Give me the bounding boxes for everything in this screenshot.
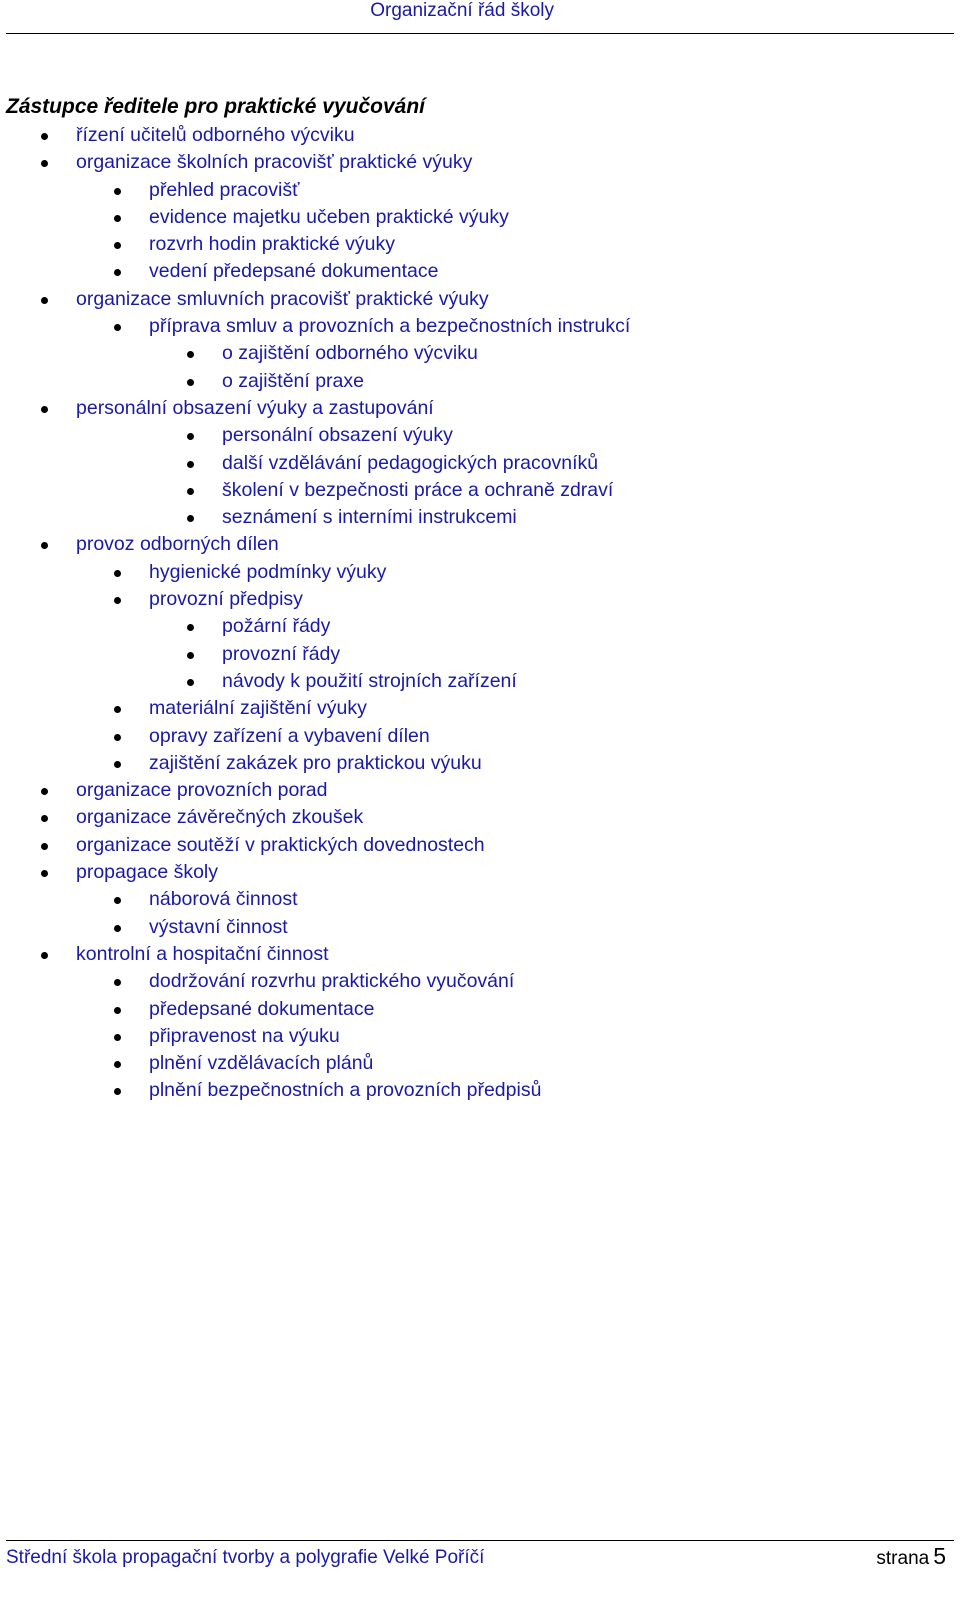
list-item-text: organizace školních pracovišť praktické výuky (76, 151, 473, 174)
header-title: Organizační řád školy (370, 0, 554, 21)
list-item-text: dodržování rozvrhu praktického vyučování (149, 970, 515, 993)
list-item (6, 695, 946, 722)
list-item-text: požární řády (222, 615, 331, 638)
list-item-text: organizace závěrečných zkoušek (76, 806, 364, 829)
bullet-icon (114, 1034, 121, 1041)
list-item-text: zajištění zakázek pro praktickou výuku (149, 751, 482, 774)
list-item-text: návody k použití strojních zařízení (222, 669, 517, 692)
list-item (6, 559, 946, 586)
list-item-text: personální obsazení výuky a zastupování (76, 396, 434, 419)
footer-divider (6, 1540, 954, 1541)
list-item (6, 122, 946, 149)
list-item (6, 886, 946, 913)
list-item-text: vedení předepsané dokumentace (149, 260, 439, 283)
list-item (6, 177, 946, 204)
bullet-icon (41, 542, 48, 549)
bullet-icon (114, 269, 121, 276)
bullet-icon (187, 679, 194, 686)
list-item (6, 996, 946, 1023)
bullet-icon (187, 652, 194, 659)
bullet-icon (41, 952, 48, 959)
list-item-text: přehled pracovišť (149, 178, 300, 201)
list-item (6, 968, 946, 995)
bullet-icon (41, 297, 48, 304)
list-item (6, 641, 946, 668)
bullet-icon (41, 843, 48, 850)
bullet-icon (114, 570, 121, 577)
list-item (6, 1077, 946, 1104)
bullet-icon (41, 815, 48, 822)
list-item (6, 286, 946, 313)
list-item (6, 723, 946, 750)
list-item (6, 832, 946, 859)
bullet-icon (187, 461, 194, 468)
list-item-text: plnění bezpečnostních a provozních předpisů (149, 1079, 542, 1102)
bullet-icon (41, 133, 48, 140)
list-item-text: personální obsazení výuky (222, 424, 453, 447)
bullet-icon (114, 925, 121, 932)
list-item (6, 941, 946, 968)
section-title: Zástupce ředitele pro praktické vyučování (6, 95, 425, 118)
document-body (6, 92, 946, 1105)
list-item (6, 777, 946, 804)
list-item (6, 1050, 946, 1077)
header-divider (6, 33, 954, 34)
list-item (6, 477, 946, 504)
list-item (6, 586, 946, 613)
list-item (6, 368, 946, 395)
list-item-text: seznámení s interními instrukcemi (222, 506, 517, 529)
list-item-text: příprava smluv a provozních a bezpečnostních instrukcí (149, 315, 631, 338)
bullet-icon (114, 188, 121, 195)
list-item (6, 750, 946, 777)
bullet-icon (187, 515, 194, 522)
bullet-icon (41, 406, 48, 413)
bullet-icon (187, 624, 194, 631)
list-item (6, 422, 946, 449)
list-item (6, 395, 946, 422)
list-item (6, 668, 946, 695)
list-item-text: kontrolní a hospitační činnost (76, 942, 329, 965)
list-item-text: organizace soutěží v praktických dovednostech (76, 833, 485, 856)
list-item (6, 531, 946, 558)
page-number: 5 (933, 1543, 946, 1569)
list-item-text: provozní řády (222, 642, 341, 665)
list-item (6, 450, 946, 477)
list-item (6, 804, 946, 831)
list-item (6, 313, 946, 340)
bullet-icon (187, 488, 194, 495)
list-item (6, 258, 946, 285)
list-item (6, 231, 946, 258)
bullet-icon (187, 379, 194, 386)
list-item-text: rozvrh hodin praktické výuky (149, 233, 396, 256)
list-item-text: předepsané dokumentace (149, 997, 375, 1020)
bullet-icon (114, 597, 121, 604)
bullet-icon (114, 242, 121, 249)
bullet-icon (41, 160, 48, 167)
list-item-text: organizace smluvních pracovišť praktické výuky (76, 287, 489, 310)
bullet-icon (114, 215, 121, 222)
bullet-icon (114, 761, 121, 768)
list-item-text: náborová činnost (149, 888, 298, 911)
list-item-text: hygienické podmínky výuky (149, 560, 387, 583)
page-indicator (876, 1542, 946, 1571)
bullet-icon (114, 324, 121, 331)
list-item-text: připravenost na výuku (149, 1024, 340, 1047)
bullet-icon (114, 706, 121, 713)
bullet-icon (187, 351, 194, 358)
list-item-text: další vzdělávání pedagogických pracovníků (222, 451, 599, 474)
list-item-text: materiální zajištění výuky (149, 697, 367, 720)
list-item (6, 504, 946, 531)
list-item (6, 914, 946, 941)
list-item-text: organizace provozních porad (76, 779, 328, 802)
bullet-icon (41, 870, 48, 877)
list-item (6, 1023, 946, 1050)
bullet-icon (187, 433, 194, 440)
list-item-text: řízení učitelů odborného výcviku (76, 124, 355, 146)
list-item-text: provozní předpisy (149, 588, 303, 611)
list-item-text: propagace školy (76, 861, 219, 884)
list-item (6, 613, 946, 640)
footer-school-name: Střední škola propagační tvorby a polygrafie Velké Poříčí (6, 1547, 485, 1568)
page-label: strana (876, 1548, 930, 1569)
bullet-icon (114, 979, 121, 986)
list-item (6, 340, 946, 367)
list-item-text: výstavní činnost (149, 915, 288, 938)
bullet-icon (114, 1088, 121, 1095)
bullet-icon (114, 1061, 121, 1068)
list-item (6, 149, 946, 176)
bullet-icon (41, 788, 48, 795)
bullet-icon (114, 734, 121, 741)
list-item-text: o zajištění praxe (222, 369, 364, 392)
bullet-icon (114, 897, 121, 904)
list-item (6, 859, 946, 886)
list-item-text: o zajištění odborného výcviku (222, 342, 478, 365)
list-item-text: provoz odborných dílen (76, 533, 279, 556)
list-item (6, 204, 946, 231)
bullet-icon (114, 1007, 121, 1014)
responsibility-list (6, 122, 946, 1105)
list-item-text: opravy zařízení a vybavení dílen (149, 724, 430, 747)
list-item-text: školení v bezpečnosti práce a ochraně zdraví (222, 478, 614, 501)
list-item-text: plnění vzdělávacích plánů (149, 1052, 374, 1075)
list-item-text: evidence majetku učeben praktické výuky (149, 205, 509, 228)
